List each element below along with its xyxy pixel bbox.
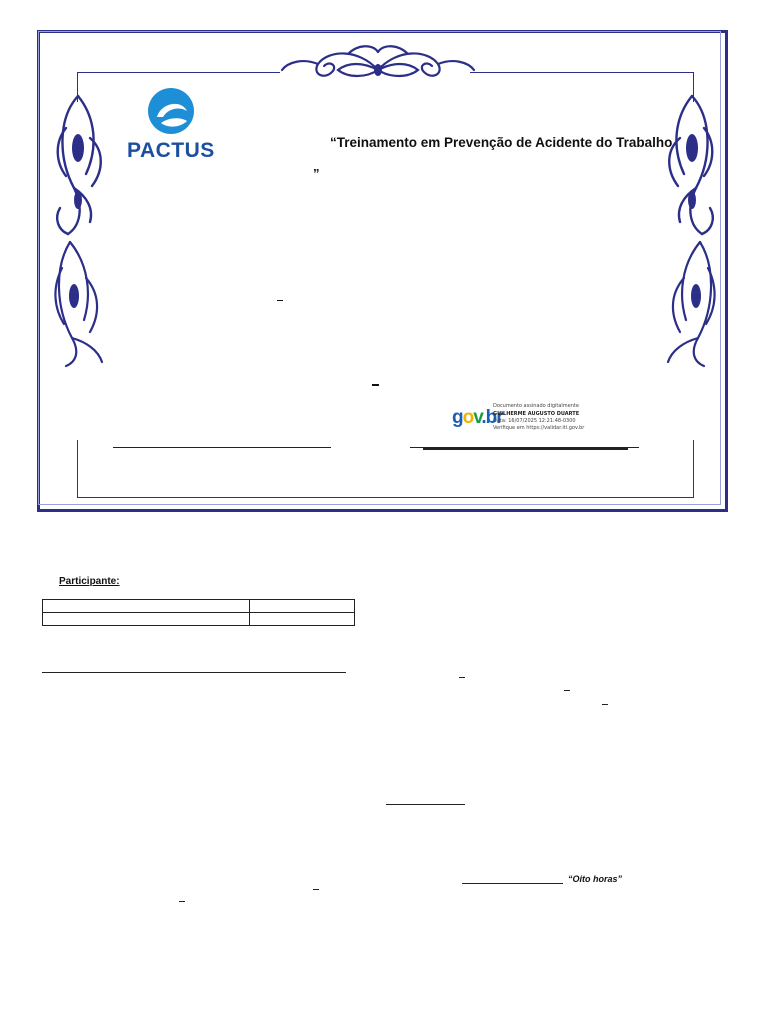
left-top-ornament (50, 88, 110, 238)
closing-quote: ” (313, 166, 320, 181)
dash-mark (564, 690, 570, 691)
signature-header: Documento assinado digitalmente (493, 403, 579, 409)
pactus-logo-icon (147, 87, 195, 135)
dash-mark (313, 889, 319, 890)
table-row (43, 613, 355, 626)
signature-line-left (113, 447, 331, 448)
frame-right-line-low (693, 440, 694, 498)
frame-left-line-low (77, 440, 78, 498)
participant-label: Participante: (59, 576, 120, 587)
right-bottom-ornament (660, 238, 720, 368)
workload-text: “Oito horas” (568, 874, 623, 884)
underline-field (42, 672, 346, 673)
underline-field (386, 804, 465, 805)
table-cell (250, 600, 355, 613)
dash-mark (179, 901, 185, 902)
course-title: “Treinamento em Prevenção de Acidente do Trabalho (330, 135, 673, 150)
frame-bottom-line (77, 497, 694, 498)
dash-mark-bold (372, 384, 379, 386)
table-cell (43, 600, 250, 613)
signer-name: GUILHERME AUGUSTO DUARTE (493, 411, 580, 417)
top-center-ornament (278, 40, 478, 86)
frame-top-line-right (470, 72, 694, 73)
signature-date: Data: 16/07/2025 12:21:48-0300 (493, 418, 576, 424)
digital-signature-block (447, 397, 597, 431)
signature-verify: Verifique em https://validar.iti.gov.br (493, 425, 585, 431)
underline-field (462, 883, 563, 884)
frame-top-line-left (77, 72, 280, 73)
right-top-ornament (660, 88, 720, 238)
signature-line-right-bold (423, 448, 628, 450)
table-cell (250, 613, 355, 626)
left-bottom-ornament (50, 238, 110, 368)
dash-mark (459, 677, 465, 678)
participant-table (42, 599, 355, 626)
certificate-inner-border (38, 31, 721, 505)
table-cell (43, 613, 250, 626)
govbr-logo-icon: gov.br (452, 407, 503, 428)
dash-mark (602, 704, 608, 705)
dash-mark (277, 300, 283, 301)
pactus-logo-text: PACTUS (127, 139, 215, 162)
table-row (43, 600, 355, 613)
